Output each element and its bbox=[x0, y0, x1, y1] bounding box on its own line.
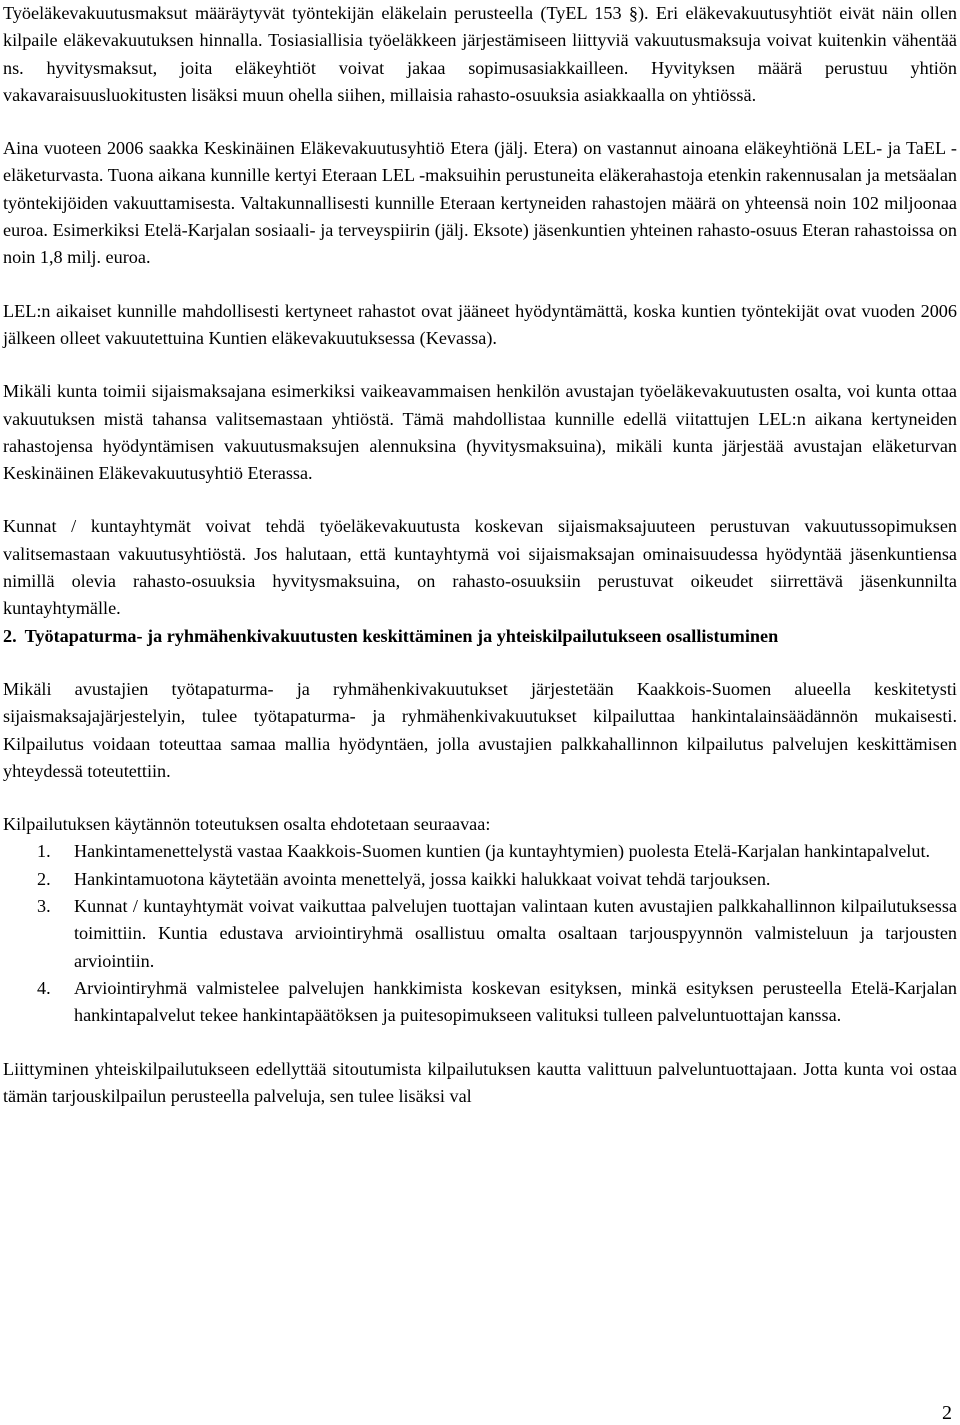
list-marker: 1. bbox=[37, 841, 51, 862]
proposal-list bbox=[3, 838, 957, 1029]
paragraph-etera: Aina vuoteen 2006 saakka Keskinäinen Eläkevakuutusyhtiö Etera (jälj. Etera) on vastannut ainoana eläkeyhtiönä LEL- ja TaEL -eläketurvasta. Tuona aikana kunnille kertyi Eteraan LEL -maksuihin perustuneita eläkerahastoja etenkin rakennusalan ja metsäalan työntekijöiden vakuuttamisesta. Valtakunnallisesti kunnille Eteraan kertyneiden rahastojen määrä on yhteensä noin 102 miljoonaa euroa. Esimerkiksi Etelä-Karjalan sosiaali- ja terveyspiirin (jälj. Eksote) jäsenkuntien yhteinen rahasto-osuus Eteran rahastoissa on noin 1,8 milj. euroa. bbox=[3, 138, 957, 268]
list-item bbox=[3, 866, 957, 893]
document-page bbox=[3, 0, 957, 1110]
section-title: Työtapaturma- ja ryhmähenkivakuutusten keskittäminen ja yhteiskilpailutukseen osallistuminen bbox=[24, 625, 779, 646]
section-heading bbox=[3, 623, 957, 650]
paragraph-tyel-maksut: Työeläkevakuutusmaksut määräytyvät työntekijän eläkelain perusteella (TyEL 153 §). Eri eläkevakuutusyhtiöt eivät näin ollen kilpaile eläkevakuutuksen hinnalla. Tosiasiallisia työeläkkeen järjestämiseen liittyviä vakuutusmaksuja voivat kuitenkin vähentää ns. hyvitysmaksut, joita eläkeyhtiöt voivat jakaa sopimusasiakkailleen. Hyvityksen määrä perustuu yhtiön vakavaraisuusluokitusten lisäksi muun ohella siihen, millaisia rahasto-osuuksia asiakkaalla on yhtiössä. bbox=[3, 3, 957, 105]
list-item bbox=[3, 975, 957, 1030]
list-item-text: Kunnat / kuntayhtymät voivat vaikuttaa palvelujen tuottajan valintaan kuten avustajien palkkahallinnon kilpailutuksessa toimittiin. Kuntia edustava arviointiryhmä osallistuu omalta osaltaan tarjouspyynnön valmisteluun ja tarjousten arviointiin. bbox=[74, 896, 957, 971]
page-number: 2 bbox=[942, 1402, 952, 1424]
paragraph-vakuutukset: Mikäli avustajien työtapaturma- ja ryhmähenkivakuutukset järjestetään Kaakkois-Suomen alueella keskitetysti sijaismaksajajärjestelyin, tulee työtapaturma- ja ryhmähenkivakuutukset kilpailuttaa hankintalainsäädännön mukaisesti. Kilpailutus voidaan toteuttaa samaa mallia hyödyntäen, jolla avustajien palkkahallinnon kilpailutus palvelujen keskittämisen yhteydessä toteutettiin. bbox=[3, 678, 957, 781]
list-item bbox=[3, 838, 957, 865]
list-item-text: Arviointiryhmä valmistelee palvelujen hankkimista koskevan esityksen, minkä esityksen perusteella Etelä-Karjalan hankintapalvelut tekee hankintapäätöksen ja puitesopimukseen valituksi tulleen palveluntuottajan kanssa. bbox=[74, 977, 957, 1026]
section-number: 2. bbox=[3, 625, 17, 646]
list-marker: 4. bbox=[37, 977, 51, 998]
list-marker: 2. bbox=[37, 868, 51, 889]
paragraph-lel-rahastot: LEL:n aikaiset kunnille mahdollisesti kertyneet rahastot ovat jääneet hyödyntämättä, koska kuntien työntekijät ovat vuoden 2006 jälkeen olleet vakuutettuina Kuntien eläkevakuutuksessa (Kevassa). bbox=[3, 300, 957, 348]
paragraph-sijaismaksaja: Mikäli kunta toimii sijaismaksajana esimerkiksi vaikeavammaisen henkilön avustajan työeläkevakuutusten osalta, voi kunta ottaa vakuutuksen mistä tahansa valitsemastaan yhtiöstä. Tämä mahdollistaa kunnille edellä viitattujen LEL:n aikana kertyneiden rahastojensa hyödyntämisen vakuutusmaksujen alennuksina (hyvitysmaksuina), mikäli kunta järjestää avustajan eläketurvan Keskinäinen Eläkevakuutusyhtiö Eterassa. bbox=[3, 381, 957, 484]
list-intro: Kilpailutuksen käytännön toteutuksen osalta ehdotetaan seuraavaa: bbox=[3, 814, 491, 835]
list-item bbox=[3, 893, 957, 975]
list-item-text: Hankintamuotona käytetään avointa menettelyä, jossa kaikki halukkaat voivat tehdä tarjouksen. bbox=[74, 868, 771, 889]
paragraph-kuntayhtymat: Kunnat / kuntayhtymät voivat tehdä työeläkevakuutusta koskevan sijaismaksajuuteen perustuvan vakuutussopimuksen valitsemastaan vakuutusyhtiöstä. Jos halutaan, että kuntayhtymä voi sijaismaksajan ominaisuudessa hyödyntää jäsenkuntiensa nimillä olevia rahasto-osuuksia hyvitysmaksuina, on rahasto-osuuksiin perustuvat oikeudet siirrettävä jäsenkunnilta kuntayhtymälle. bbox=[3, 516, 957, 619]
list-marker: 3. bbox=[37, 896, 51, 917]
list-item-text: Hankintamenettelystä vastaa Kaakkois-Suomen kuntien (ja kuntayhtymien) puolesta Etelä-Karjalan hankintapalvelut. bbox=[74, 841, 931, 862]
paragraph-liittyminen: Liittyminen yhteiskilpailutukseen edellyttää sitoutumista kilpailutuksen kautta valittuun palveluntuottajaan. Jotta kunta voi ostaa tämän tarjouskilpailun perusteella palveluja, sen tulee lisäksi val bbox=[3, 1058, 957, 1106]
